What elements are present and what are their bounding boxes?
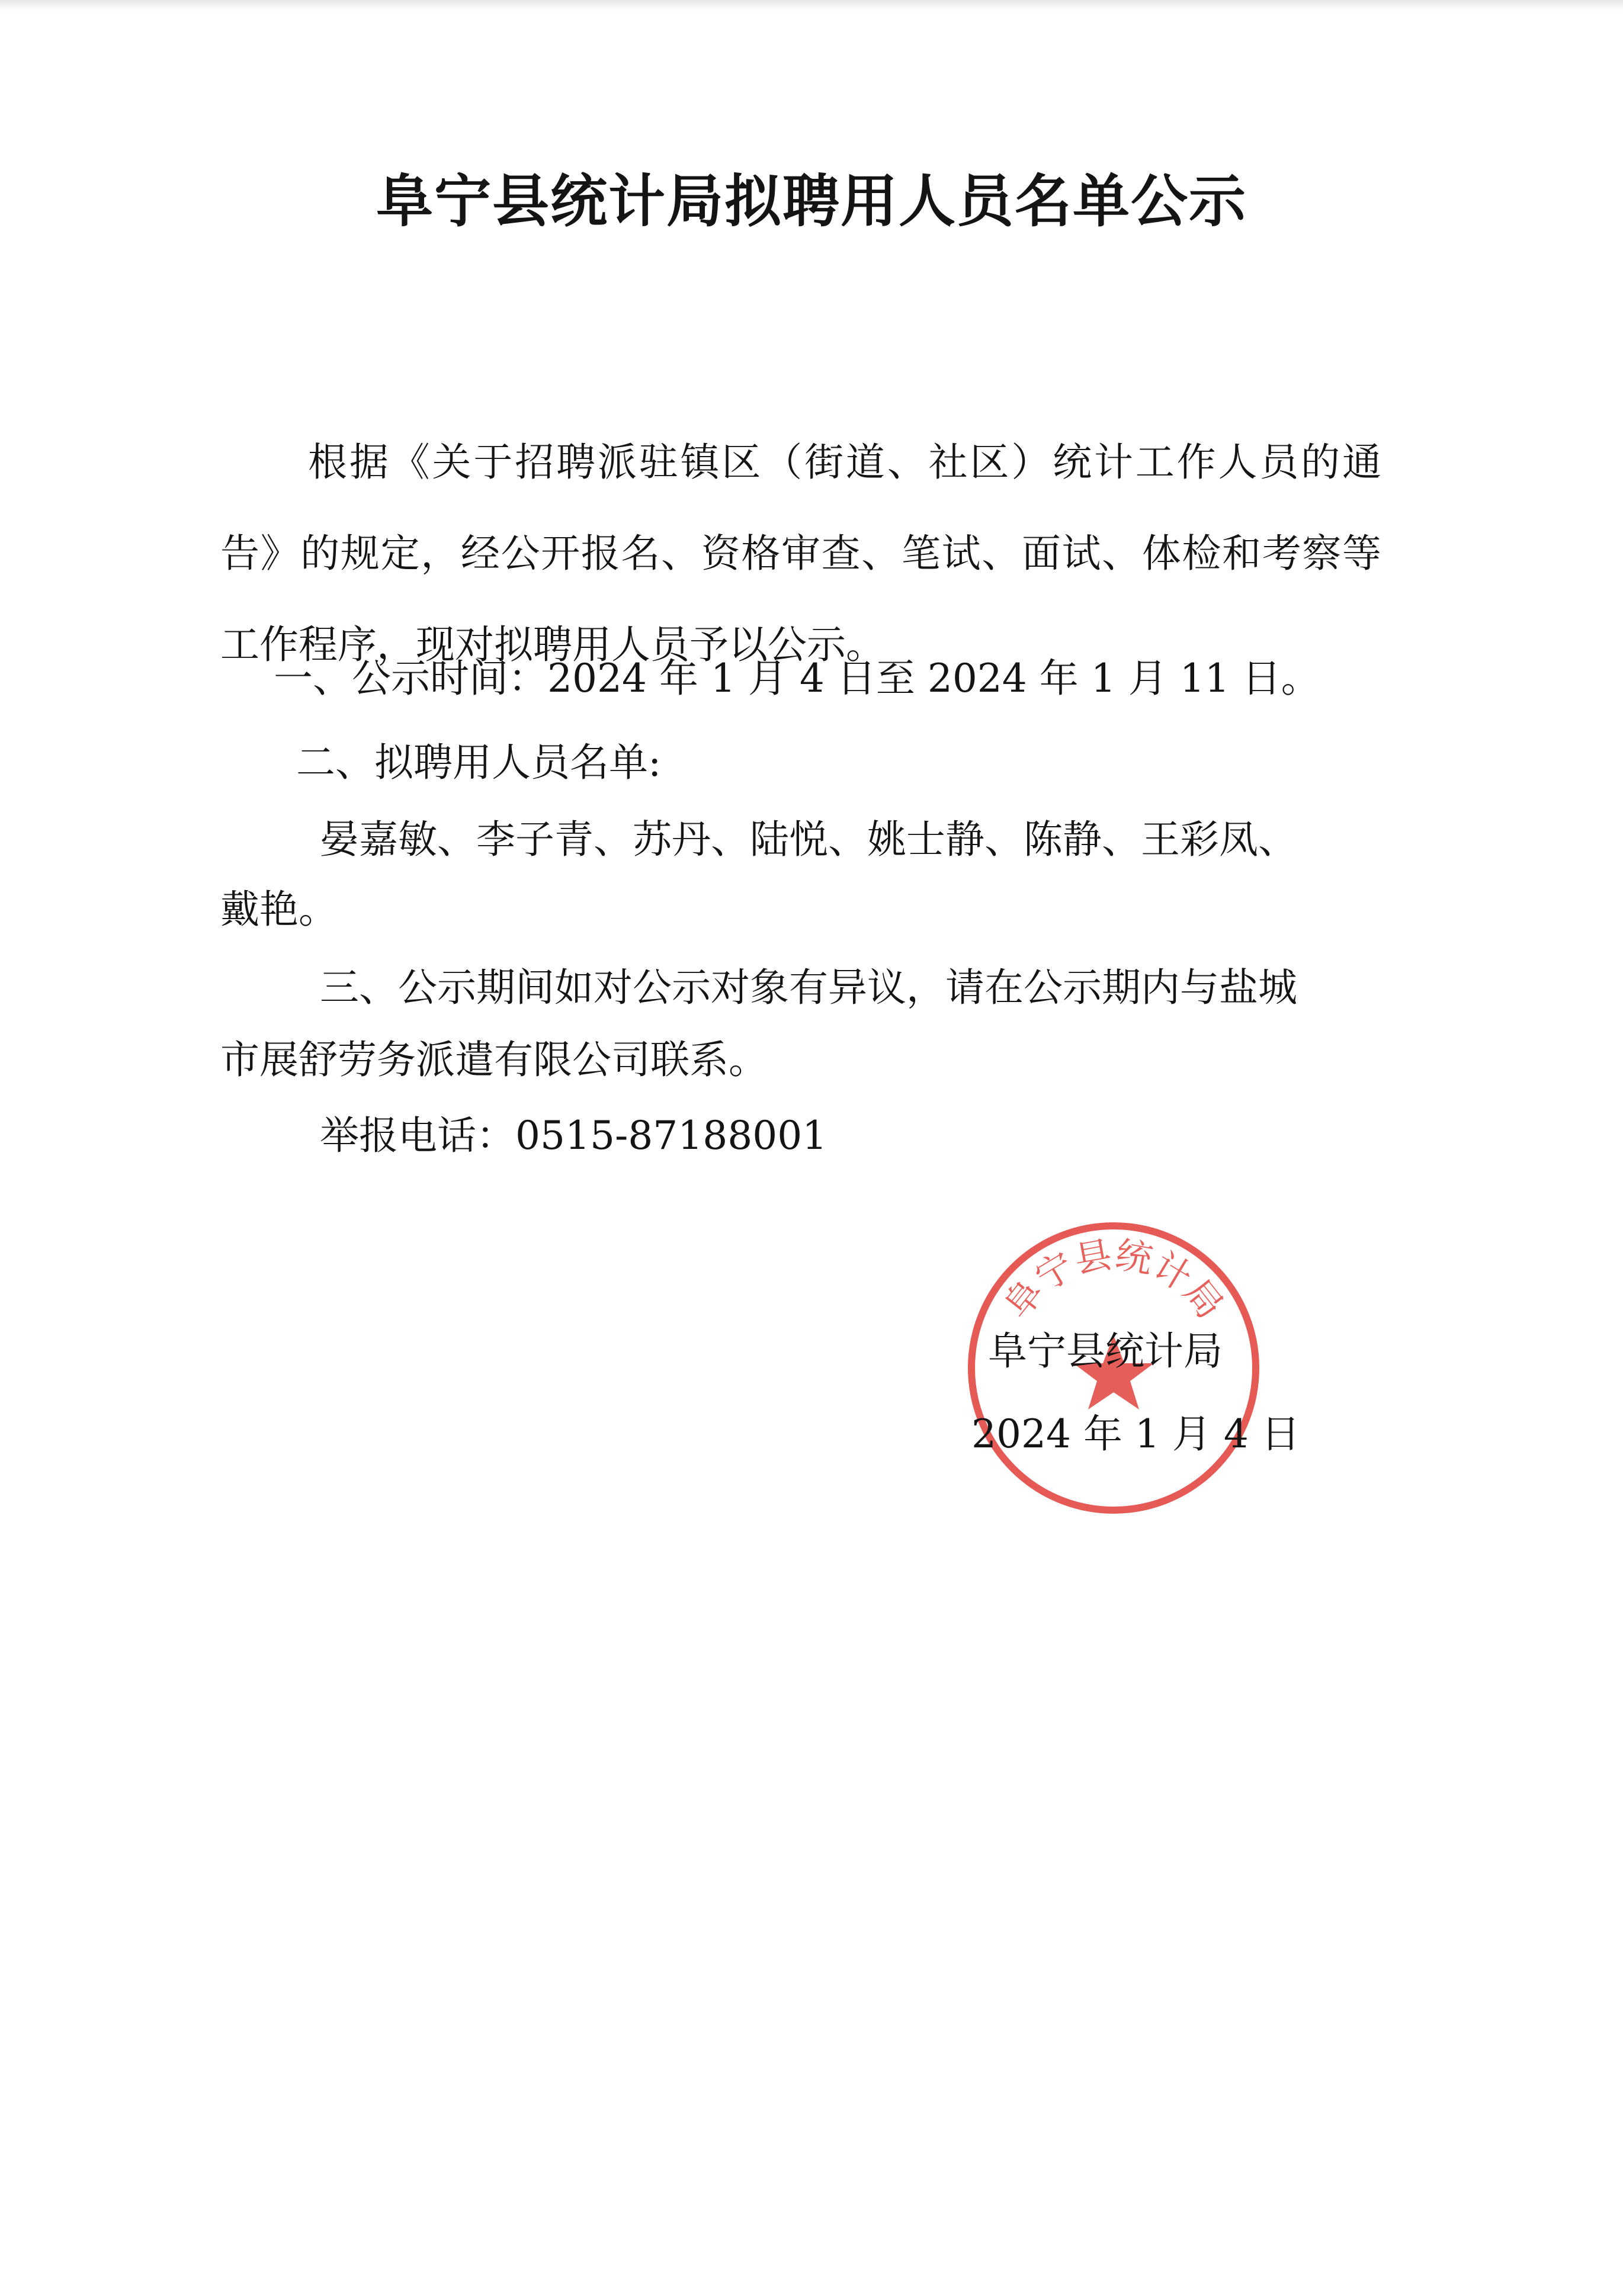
seal-arc-text: 阜宁县统计局 xyxy=(995,1232,1232,1327)
objection-notice-line-1: 三、公示期间如对公示对象有异议，请在公示期内与盐城 xyxy=(320,965,1297,1010)
candidate-names-line-2: 戴艳。 xyxy=(220,887,338,932)
candidate-list-heading: 二、拟聘用人员名单: xyxy=(296,740,662,785)
report-hotline: 举报电话：0515-87188001 xyxy=(320,1113,827,1158)
publicity-period: 一、公示时间：2024 年 1 月 4 日至 2024 年 1 月 11 日。 xyxy=(274,656,1320,701)
objection-notice-line-2: 市展舒劳务派遣有限公司联系。 xyxy=(220,1037,768,1083)
signature-organization: 阜宁县统计局 xyxy=(988,1328,1223,1374)
intro-paragraph: 根据《关于招聘派驻镇区（街道、社区）统计工作人员的通告》的规定，经公开报名、资格审查、笔试、面试、体检和考察等工作程序，现对拟聘用人员予以公示。 xyxy=(220,439,1381,667)
candidate-names-line-1: 晏嘉敏、李子青、苏丹、陆悦、姚士静、陈静、王彩凤、 xyxy=(320,817,1297,862)
scan-edge xyxy=(0,0,1623,11)
document-title: 阜宁县统计局拟聘用人员名单公示 xyxy=(376,168,1247,235)
signature-date: 2024 年 1 月 4 日 xyxy=(971,1411,1300,1457)
